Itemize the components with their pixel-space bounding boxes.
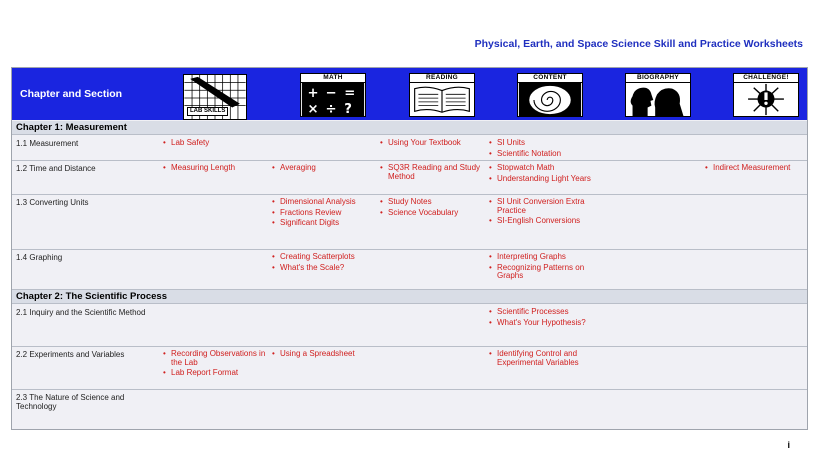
page-title: Physical, Earth, and Space Science Skill and Practice Worksheets <box>474 38 803 50</box>
worksheet-link[interactable]: • SI Unit Conversion Extra Practice <box>489 198 595 215</box>
worksheet-link[interactable]: • Scientific Processes <box>489 308 595 317</box>
ruler-grid-icon <box>183 74 247 120</box>
reading-column-header <box>409 73 475 117</box>
worksheet-link[interactable]: • Measuring Length <box>163 164 269 173</box>
biography-caption: BIOGRAPHY <box>625 73 691 83</box>
table-row <box>12 136 807 161</box>
worksheet-link[interactable]: • SI-English Conversions <box>489 217 595 226</box>
section-label: 2.2 Experiments and Variables <box>16 350 125 359</box>
worksheet-link[interactable]: • SQ3R Reading and Study Method <box>380 164 486 181</box>
svg-text:÷: ÷ <box>325 102 337 116</box>
section-label: 1.3 Converting Units <box>16 198 89 207</box>
math-caption: MATH <box>300 73 366 83</box>
math-cell <box>272 198 372 230</box>
worksheet-link[interactable]: • Scientific Notation <box>489 150 595 159</box>
content-cell <box>489 139 595 160</box>
worksheet-link[interactable]: • What's the Scale? <box>272 264 372 273</box>
table-row <box>12 161 807 195</box>
table-row <box>12 305 807 347</box>
content-cell <box>489 164 595 185</box>
table-header <box>12 68 807 120</box>
challenge-column-header <box>733 73 799 117</box>
worksheet-link[interactable]: • Lab Safety <box>163 139 269 148</box>
section-label: 1.1 Measurement <box>16 139 79 148</box>
worksheet-link[interactable]: • Using Your Textbook <box>380 139 486 148</box>
worksheet-link[interactable]: • Indirect Measurement <box>705 164 805 173</box>
section-label: 1.4 Graphing <box>16 253 63 262</box>
exclamation-burst-icon <box>733 82 799 117</box>
lab-skills-caption: LAB SKILLS <box>187 107 228 116</box>
worksheet-link[interactable]: • Significant Digits <box>272 219 372 228</box>
biography-column-header <box>625 73 691 117</box>
worksheet-link[interactable]: • Identifying Control and Experimental Variables <box>489 350 595 367</box>
lab-skills-column-header <box>183 74 247 120</box>
chapter-heading: Chapter 2: The Scientific Process <box>12 290 807 304</box>
worksheet-table <box>11 67 808 430</box>
svg-text:×: × <box>307 102 319 116</box>
header-label: Chapter and Section <box>20 88 123 100</box>
worksheet-link[interactable]: • Recording Observations in the Lab <box>163 350 269 367</box>
worksheet-link[interactable]: • Stopwatch Math <box>489 164 595 173</box>
worksheet-link[interactable]: • Fractions Review <box>272 209 372 218</box>
svg-text:−: − <box>325 86 337 102</box>
worksheet-link[interactable]: • SI Units <box>489 139 595 148</box>
worksheet-link[interactable]: • What's Your Hypothesis? <box>489 319 595 328</box>
content-column-header <box>517 73 583 117</box>
lab-skills-cell <box>163 164 269 175</box>
math-column-header <box>300 73 366 117</box>
math-cell <box>272 350 372 361</box>
worksheet-link[interactable]: • Using a Spreadsheet <box>272 350 372 359</box>
reading-caption: READING <box>409 73 475 83</box>
content-cell <box>489 253 595 283</box>
worksheet-link[interactable]: • Lab Report Format <box>163 369 269 378</box>
worksheet-link[interactable]: • Understanding Light Years <box>489 175 595 184</box>
svg-text:=: = <box>344 86 356 102</box>
math-cell <box>272 253 372 274</box>
lab-skills-cell <box>163 350 269 380</box>
table-row <box>12 347 807 390</box>
challenge-cell <box>705 164 805 175</box>
table-row <box>12 390 807 430</box>
lab-skills-cell <box>163 139 269 150</box>
worksheet-link[interactable]: • Science Vocabulary <box>380 209 486 218</box>
worksheet-link[interactable]: • Recognizing Patterns on Graphs <box>489 264 595 281</box>
table-row <box>12 195 807 250</box>
nautilus-shell-icon <box>517 82 583 117</box>
section-label: 2.1 Inquiry and the Scientific Method <box>16 308 146 317</box>
content-cell <box>489 308 595 329</box>
svg-text:+: + <box>307 86 319 102</box>
math-cell <box>272 164 372 175</box>
reading-cell <box>380 139 486 150</box>
worksheet-link[interactable]: • Creating Scatterplots <box>272 253 372 262</box>
worksheet-link[interactable]: • Study Notes <box>380 198 486 207</box>
open-book-icon <box>409 82 475 117</box>
chapter-heading: Chapter 1: Measurement <box>12 121 807 135</box>
page-number: i <box>787 440 790 450</box>
silhouette-faces-icon <box>625 82 691 117</box>
worksheet-link[interactable]: • Averaging <box>272 164 372 173</box>
content-cell <box>489 350 595 369</box>
challenge-caption: CHALLENGE! <box>733 73 799 83</box>
reading-cell <box>380 198 486 219</box>
svg-text:?: ? <box>344 102 352 116</box>
content-caption: CONTENT <box>517 73 583 83</box>
worksheet-link[interactable]: • Dimensional Analysis <box>272 198 372 207</box>
section-label: 2.3 The Nature of Science and Technology <box>16 393 125 411</box>
table-row <box>12 250 807 290</box>
content-cell <box>489 198 595 228</box>
section-label: 1.2 Time and Distance <box>16 164 96 173</box>
reading-cell <box>380 164 486 183</box>
math-operators-icon <box>300 82 366 117</box>
worksheet-link[interactable]: • Interpreting Graphs <box>489 253 595 262</box>
